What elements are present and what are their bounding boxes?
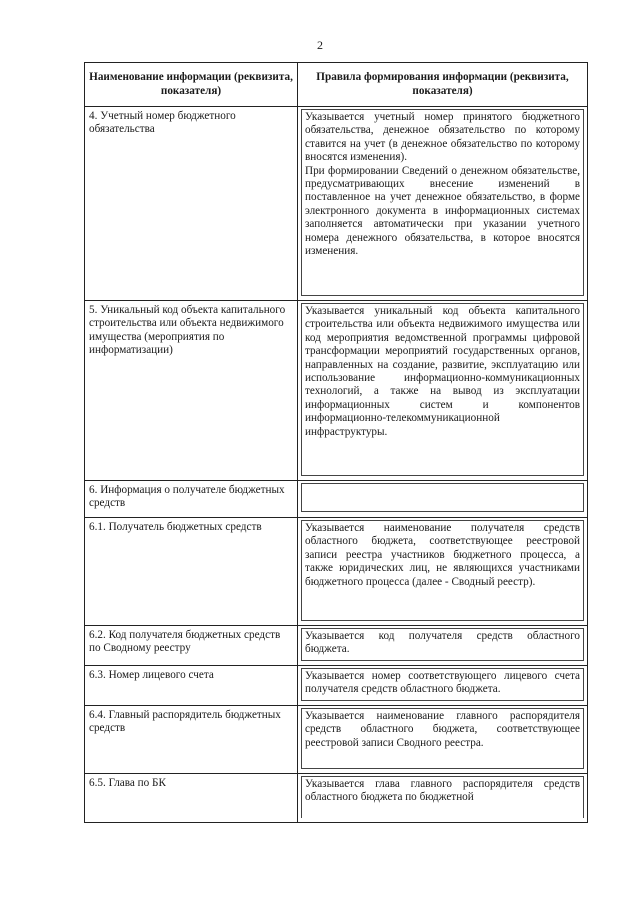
table-row [85, 518, 588, 626]
information-rules-table [84, 62, 588, 823]
header-information-name: Наименование информации (реквизита, показателя) [85, 63, 298, 107]
row-rules [301, 520, 584, 621]
row-name: 5. Уникальный код объекта капитального строительства или объекта недвижимого имущества (мероприятия по информатизации) [89, 304, 286, 357]
row-name: 6. Информация о получателе бюджетных средств [89, 484, 285, 510]
row-name: 6.2. Код получателя бюджетных средств по Сводному реестру [89, 629, 281, 655]
rule-text: Указывается глава главного распорядителя средств областного бюджета по бюджетной [305, 778, 580, 804]
row-name: 4. Учетный номер бюджетного обязательства [89, 110, 236, 136]
rule-text: При формировании Сведений о денежном обязательстве, предусматривающих внесение изменений в поставленное на учет денежное обязательство, в форме электронного документа в информационных системах заполняется автоматически при указании учетного номера денежного обязательства, в которое вносятся изменения. [305, 164, 580, 258]
row-rules [301, 628, 584, 661]
row-rules [301, 776, 584, 818]
rule-text: Указывается код получателя средств областного бюджета. [305, 630, 580, 656]
rule-text: Указывается уникальный код объекта капитального строительства или объекта недвижимого имущества или код мероприятия ведомственной программы цифровой трансформации мероприятий государственных органов, направленных на создание, развитие, эксплуатацию или использование информационно-коммуникационных технологий, а также на вывод из эксплуатации информационных систем и компонентов информационно-телекоммуникационной инфраструктуры. [305, 305, 580, 438]
row-name: 6.1. Получатель бюджетных средств [89, 521, 262, 533]
row-rules [301, 668, 584, 701]
table-row [85, 481, 588, 518]
table-row [85, 107, 588, 301]
table-header-row [85, 63, 588, 107]
rule-text: Указывается наименование главного распорядителя средств областного бюджета, соответствующее реестровой записи Сводного реестра. [305, 710, 580, 749]
row-name: 6.4. Главный распорядитель бюджетных средств [89, 709, 281, 735]
row-rules [301, 109, 584, 296]
rule-text: Указывается номер соответствующего лицевого счета получателя средств областного бюджета. [305, 670, 580, 696]
row-rules [301, 708, 584, 769]
table-row [85, 706, 588, 774]
rule-text: Указывается учетный номер принятого бюджетного обязательства, денежное обязательство по которому ставится на учет (в денежное обязательство по которому вносятся изменения). [305, 111, 580, 164]
table-row [85, 666, 588, 706]
page-number: 2 [317, 38, 323, 52]
table-row [85, 301, 588, 481]
table-row [85, 626, 588, 666]
row-name: 6.5. Глава по БК [89, 777, 166, 789]
table-row [85, 774, 588, 823]
row-name: 6.3. Номер лицевого счета [89, 669, 214, 681]
row-rules [301, 303, 584, 476]
row-rules-empty [301, 483, 584, 512]
rule-text: Указывается наименование получателя средств областного бюджета, соответствующее реестровой записи реестра участников бюджетного процесса, а также юридических лиц, не являющихся участниками бюджетного процесса (далее - Сводный реестр). [305, 522, 580, 588]
header-formation-rules: Правила формирования информации (реквизита, показателя) [298, 63, 588, 107]
